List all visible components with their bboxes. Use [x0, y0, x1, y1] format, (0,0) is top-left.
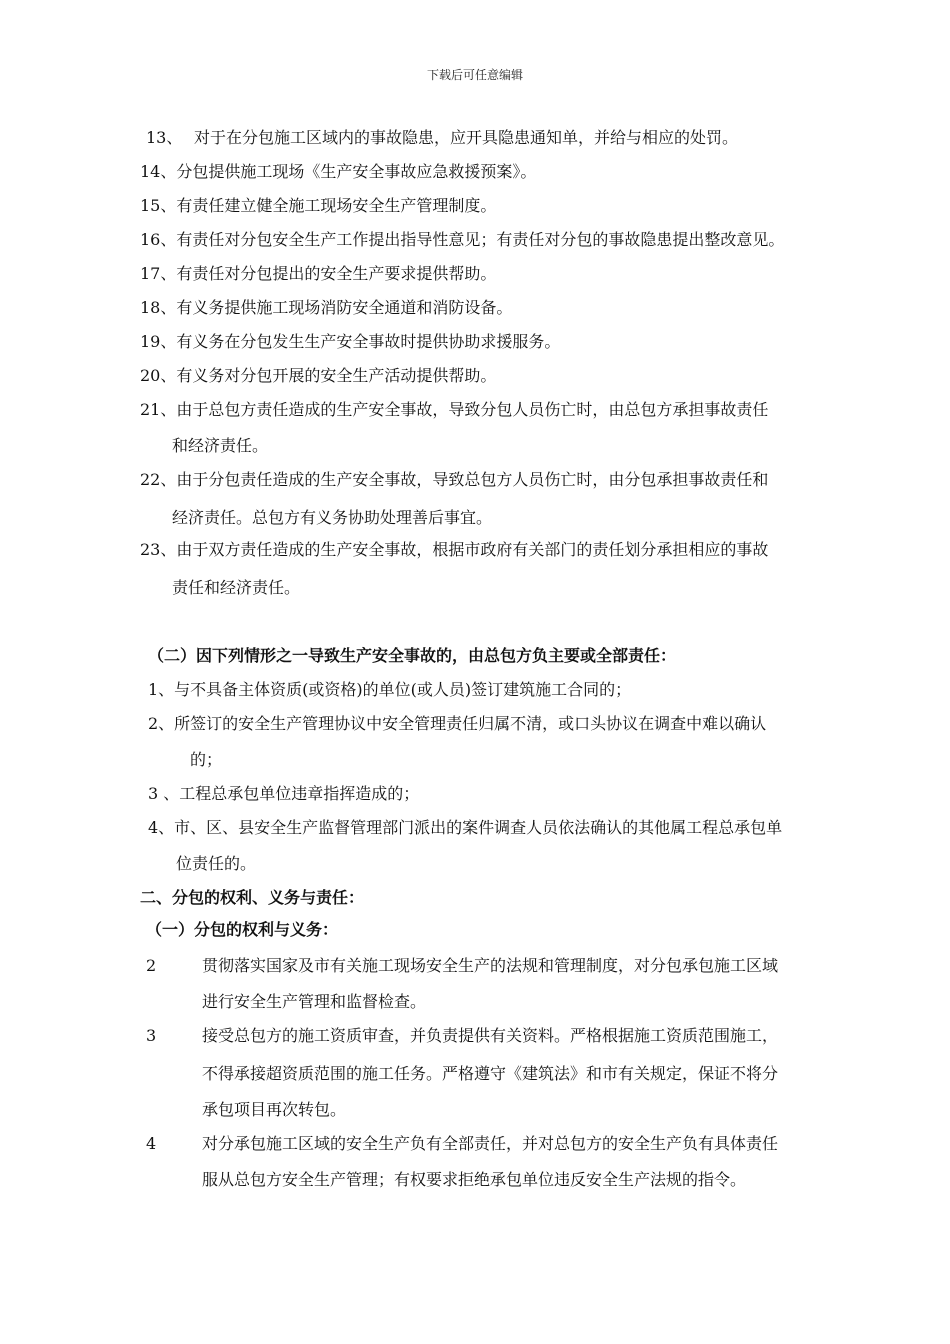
- section-c-item-3-line-1: 接受总包方的施工资质审查，并负责提供有关资料。严格根据施工资质范围施工，: [202, 1026, 779, 1045]
- section-c-item-4-line-1: 对分承包施工区域的安全生产负有全部责任，并对总包方的安全生产负有具体责任: [202, 1134, 779, 1153]
- section-b-item-4: 4、市、区、县安全生产监督管理部门派出的案件调查人员依法确认的其他属工程总承包单: [148, 818, 783, 837]
- section-c-item-2-number: 2: [146, 956, 157, 975]
- section-b-item-2-continuation: 的；: [190, 750, 223, 769]
- item-17-text: 17、有责任对分包提出的安全生产要求提供帮助。: [140, 264, 497, 283]
- section-b-heading: （二）因下列情形之一导致生产安全事故的，由总包方负主要或全部责任：: [148, 646, 677, 665]
- item-14-text: 14、分包提供施工现场《生产安全事故应急救援预案》。: [140, 162, 537, 181]
- section-c-heading: 二、分包的权利、义务与责任：: [140, 888, 365, 907]
- item-22-continuation: 经济责任。总包方有义务协助处理善后事宜。: [172, 508, 493, 527]
- section-c-item-3-line-3: 承包项目再次转包。: [202, 1100, 347, 1119]
- section-c-item-4-line-2: 服从总包方安全生产管理；有权要求拒绝承包单位违反安全生产法规的指令。: [202, 1170, 747, 1189]
- section-b-item-1: 1、与不具备主体资质(或资格)的单位(或人员)签订建筑施工合同的；: [148, 680, 632, 699]
- item-18-text: 18、有义务提供施工现场消防安全通道和消防设备。: [140, 298, 513, 317]
- section-c-subheading: （一）分包的权利与义务：: [146, 920, 339, 939]
- item-13-number: 13、: [146, 128, 183, 147]
- section-b-item-3: 3 、工程总承包单位违章指挥造成的；: [148, 784, 420, 803]
- section-c-item-3-number: 3: [146, 1026, 157, 1045]
- item-21-text: 21、由于总包方责任造成的生产安全事故，导致分包人员伤亡时，由总包方承担事故责任: [140, 400, 769, 419]
- item-22-text: 22、由于分包责任造成的生产安全事故，导致总包方人员伤亡时，由分包承担事故责任和: [140, 470, 769, 489]
- item-15-text: 15、有责任建立健全施工现场安全生产管理制度。: [140, 196, 497, 215]
- section-b-item-2: 2、所签订的安全生产管理协议中安全管理责任归属不清，或口头协议在调查中难以确认: [148, 714, 767, 733]
- section-c-item-4-number: 4: [146, 1134, 157, 1153]
- item-13-text: 对于在分包施工区域内的事故隐患，应开具隐患通知单，并给与相应的处罚。: [194, 128, 739, 147]
- section-c-item-3-line-2: 不得承接超资质范围的施工任务。严格遵守《建筑法》和市有关规定，保证不将分: [202, 1064, 779, 1083]
- item-23-text: 23、由于双方责任造成的生产安全事故，根据市政府有关部门的责任划分承担相应的事故: [140, 540, 769, 559]
- page-header: 下载后可任意编辑: [426, 68, 523, 82]
- item-19-text: 19、有义务在分包发生生产安全事故时提供协助求援服务。: [140, 332, 561, 351]
- item-20-text: 20、有义务对分包开展的安全生产活动提供帮助。: [140, 366, 497, 385]
- item-23-continuation: 责任和经济责任。: [172, 578, 301, 597]
- section-c-item-2-line-1: 贯彻落实国家及市有关施工现场安全生产的法规和管理制度，对分包承包施工区域: [202, 956, 779, 975]
- item-21-continuation: 和经济责任。: [172, 436, 269, 455]
- section-c-item-2-line-2: 进行安全生产管理和监督检查。: [202, 992, 427, 1011]
- item-16-text: 16、有责任对分包安全生产工作提出指导性意见；有责任对分包的事故隐患提出整改意见。: [140, 230, 785, 249]
- section-b-item-4-continuation: 位责任的。: [176, 854, 257, 873]
